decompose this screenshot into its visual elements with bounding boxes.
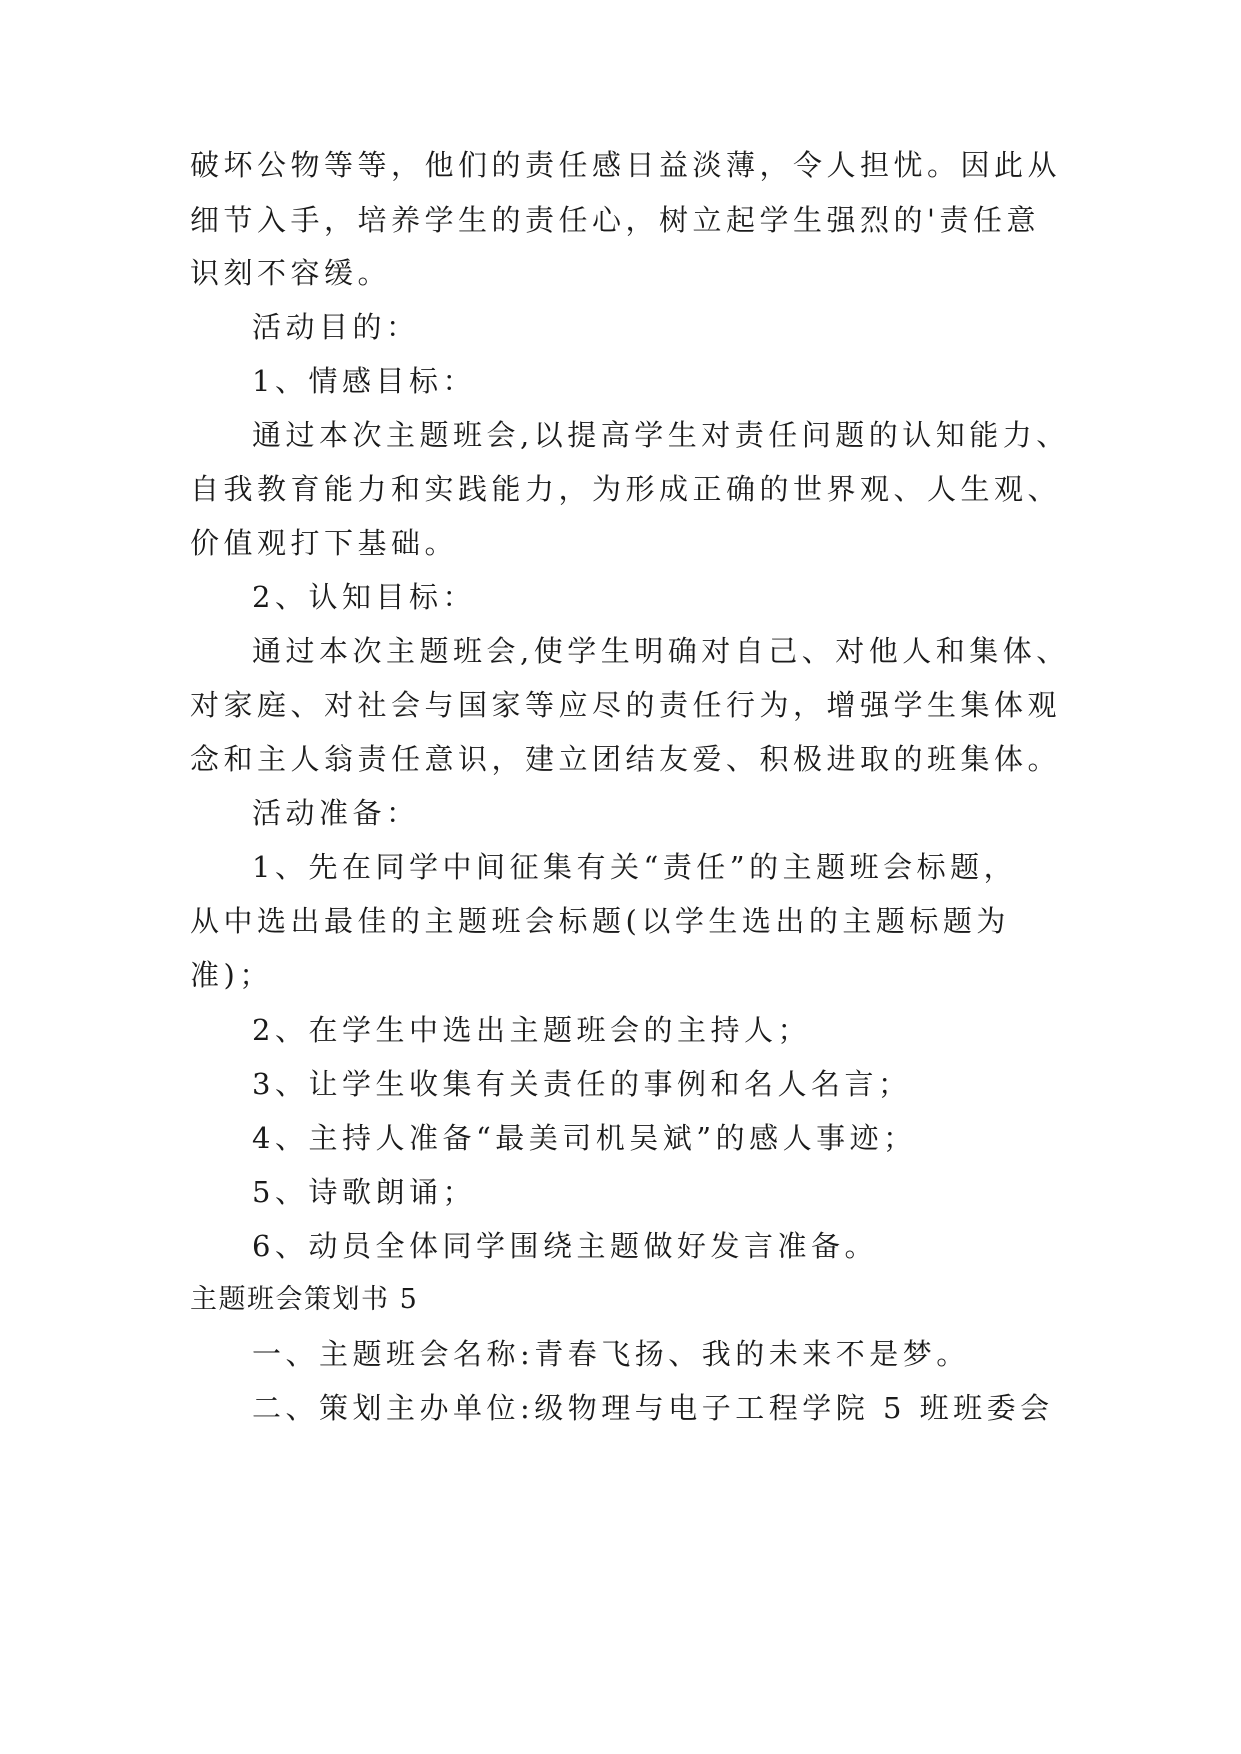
section-title: 主题班会策划书 5 xyxy=(190,1284,419,1315)
prep-item-4: 4、主持人准备“最美司机吴斌”的感人事迹； xyxy=(252,1121,917,1155)
goal2-label: 2、认知目标： xyxy=(252,580,476,614)
paragraph-line: 通过本次主题班会,以提高学生对责任问题的认知能力、 xyxy=(252,418,1070,452)
goal1-label: 1、情感目标： xyxy=(252,364,476,398)
prep-item-6: 6、动员全体同学围绕主题做好发言准备。 xyxy=(252,1229,878,1263)
activity-purpose-label: 活动目的： xyxy=(252,310,420,344)
paragraph-line: 自我教育能力和实践能力，为形成正确的世界观、人生观、 xyxy=(190,472,1062,506)
paragraph-line: 通过本次主题班会,使学生明确对自己、对他人和集体、 xyxy=(252,634,1070,668)
paragraph-line: 破坏公物等等，他们的责任感日益淡薄，令人担忧。因此从 xyxy=(190,148,1062,182)
paragraph-line: 价值观打下基础。 xyxy=(190,526,459,560)
paragraph-line: 念和主人翁责任意识，建立团结友爱、积极进取的班集体。 xyxy=(190,742,1062,776)
prep-item-2: 2、在学生中选出主题班会的主持人； xyxy=(252,1013,811,1047)
prep-item-1-line: 1、先在同学中间征集有关“责任”的主题班会标题， xyxy=(252,850,1018,884)
prep-item-5: 5、诗歌朗诵； xyxy=(252,1175,476,1209)
section-item-1: 一、主题班会名称:青春飞扬、我的未来不是梦。 xyxy=(252,1337,970,1371)
prep-item-1-line: 从中选出最佳的主题班会标题(以学生选出的主题标题为 xyxy=(190,904,1010,938)
prep-item-3: 3、让学生收集有关责任的事例和名人名言； xyxy=(252,1067,912,1101)
paragraph-line: 细节入手，培养学生的责任心，树立起学生强烈的'责任意 xyxy=(190,203,1040,237)
section-item-2: 二、策划主办单位:级物理与电子工程学院 5 班班委会 xyxy=(252,1391,1054,1425)
activity-prep-label: 活动准备： xyxy=(252,796,420,830)
paragraph-line: 对家庭、对社会与国家等应尽的责任行为，增强学生集体观 xyxy=(190,688,1062,722)
paragraph-line: 识刻不容缓。 xyxy=(190,256,392,290)
prep-item-1-line: 准)； xyxy=(190,958,273,992)
